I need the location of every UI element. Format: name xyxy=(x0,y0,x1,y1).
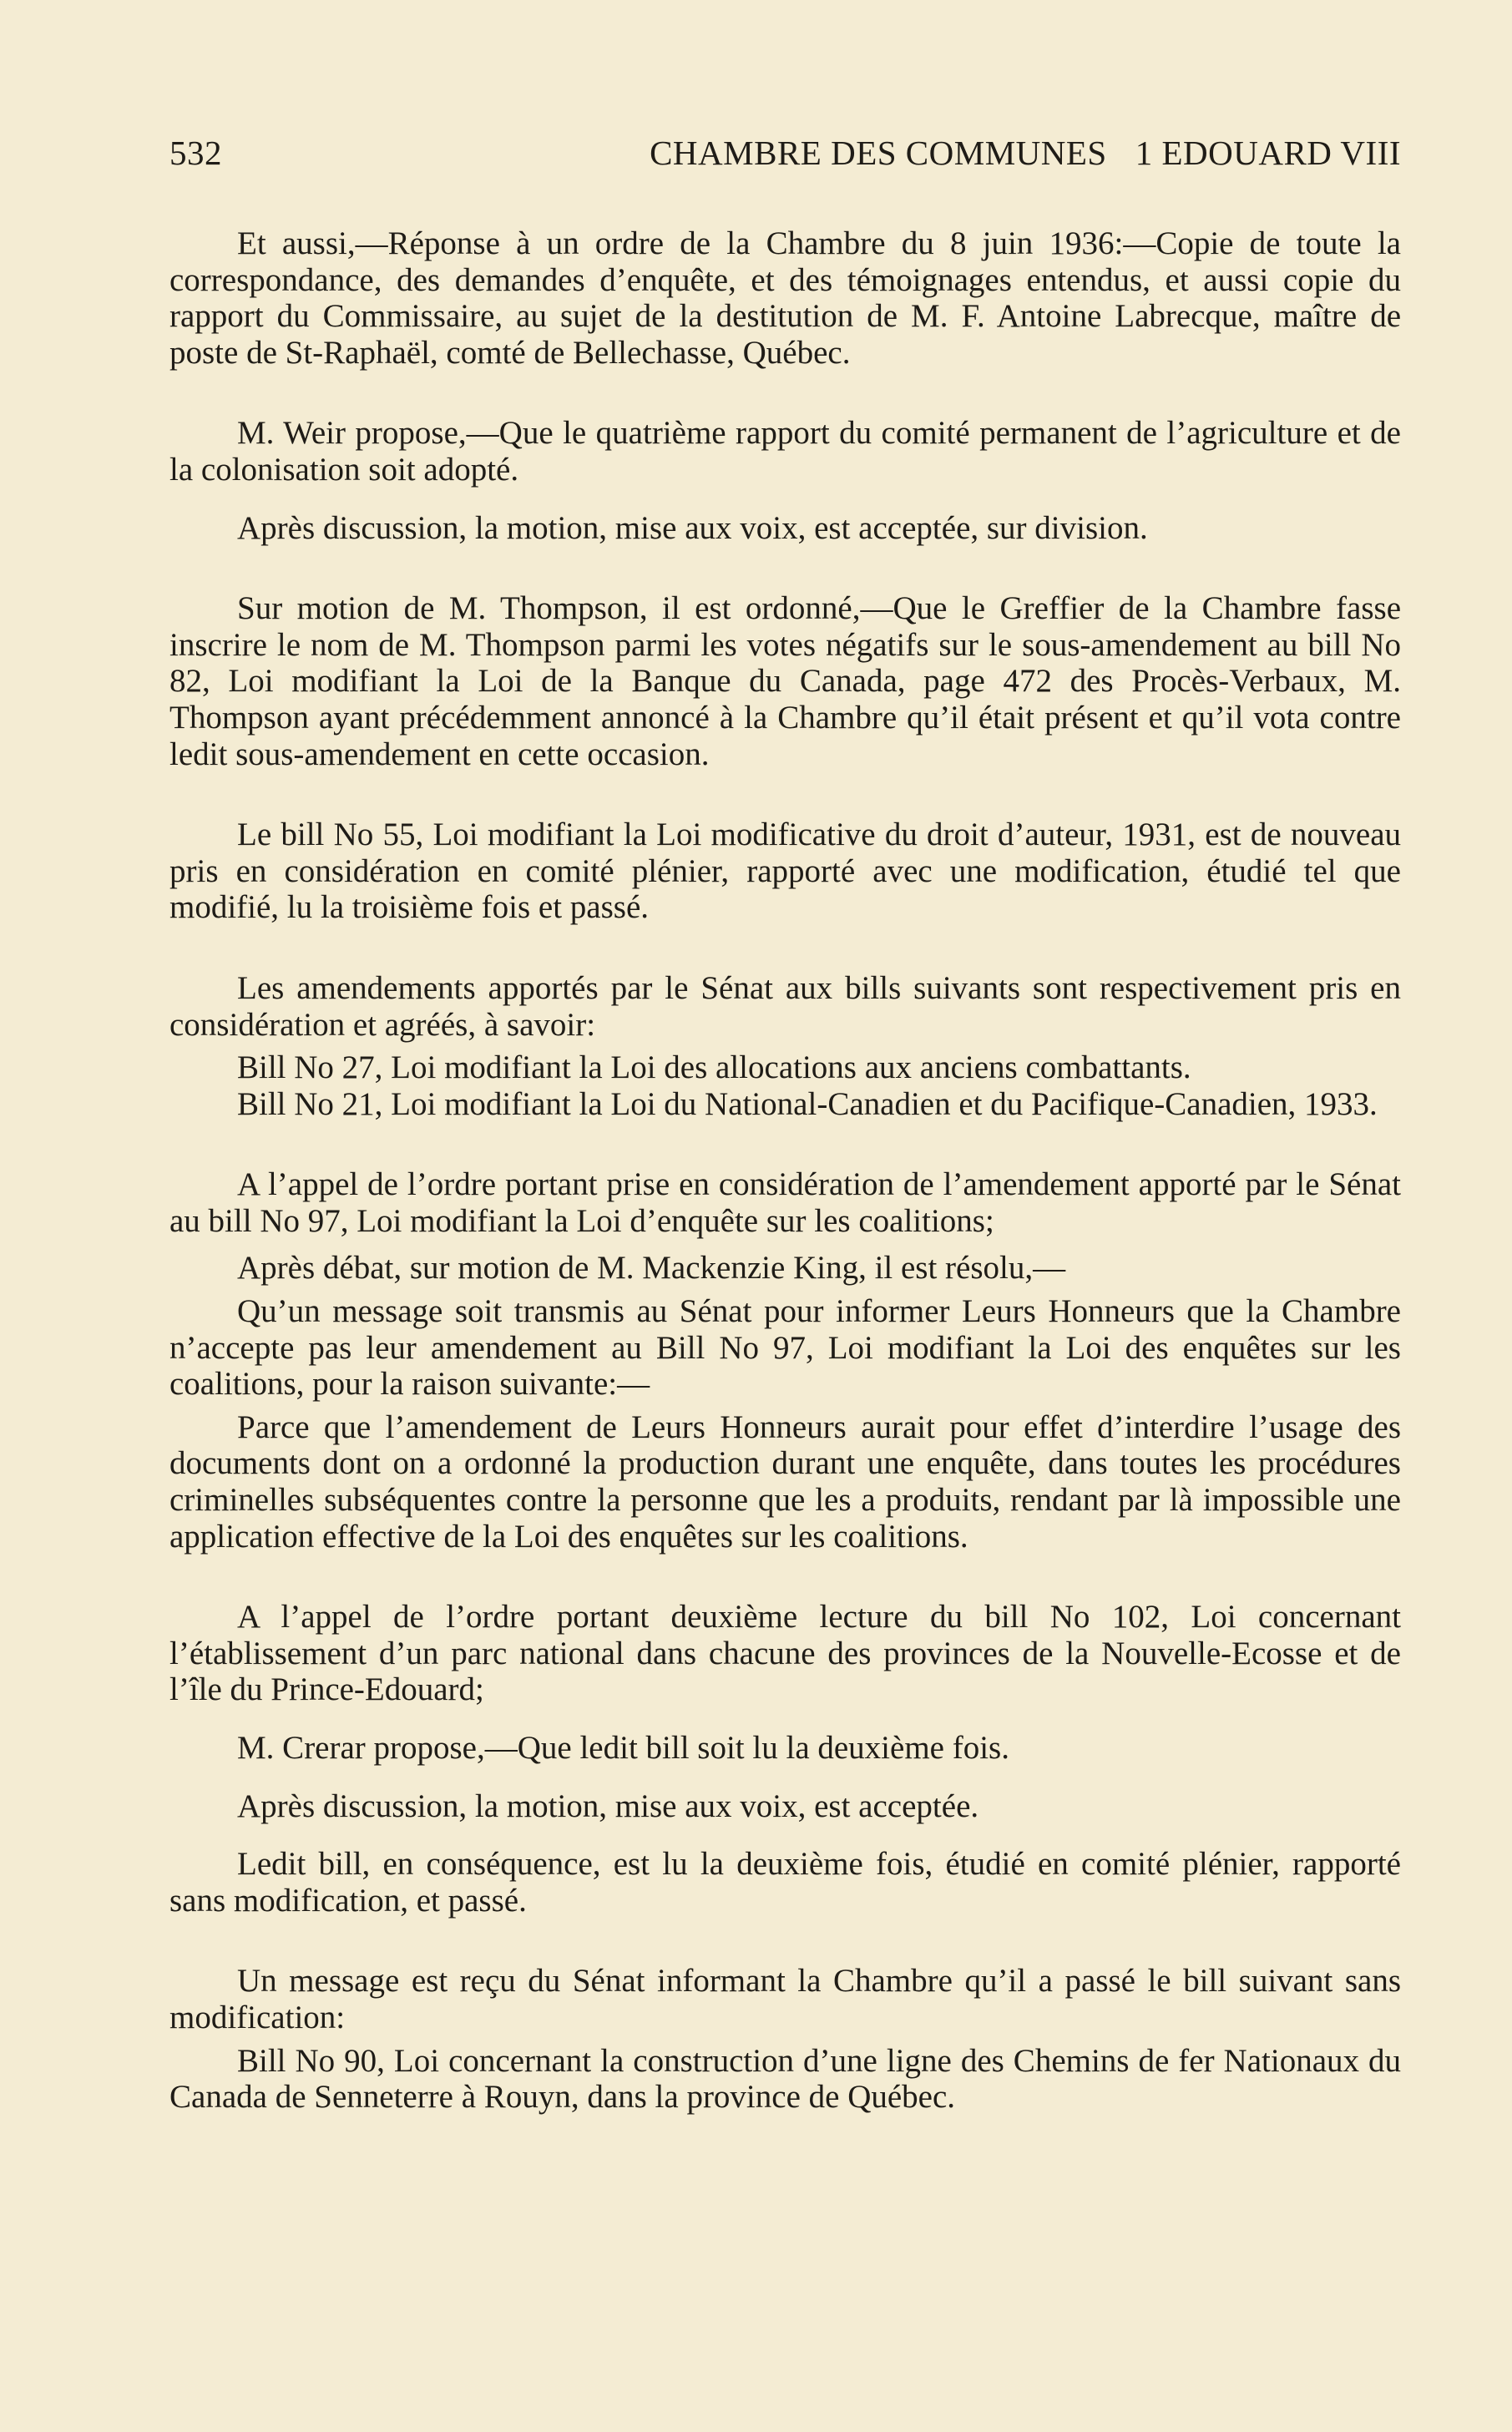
paragraph-weir-result: Après discussion, la motion, mise aux voix, est acceptée, sur division. xyxy=(237,509,1148,546)
paragraph-bill-27: Bill No 27, Loi modifiant la Loi des allocations aux anciens combattants. xyxy=(237,1049,1191,1086)
paragraph-senate-message: Un message est reçu du Sénat informant la Chambre qu’il a passé le bill suivant sans modification: xyxy=(169,1963,1401,2035)
paragraph-message-resolution: Qu’un message soit transmis au Sénat pour informer Leurs Honneurs que la Chambre n’accepte pas leur amendement au Bill No 97, Loi modifiant la Loi des enquêtes sur les coalitions, pour la raison suivante:— xyxy=(169,1293,1401,1403)
paragraph-bill-102-passed: Ledit bill, en conséquence, est lu la deuxième fois, étudié en comité plénier, rapporté sans modification, et passé. xyxy=(169,1846,1401,1919)
paragraph-crerar-motion: M. Crerar propose,—Que ledit bill soit lu la deuxième fois. xyxy=(237,1730,1009,1766)
page-number: 532 xyxy=(169,134,222,172)
paragraph-return-order: Et aussi,—Réponse à un ordre de la Chambre du 8 juin 1936:—Copie de toute la correspondance, des demandes d’enquête, et des témoignages entendus, et aussi copie du rapport du Commissaire, au sujet de la destitution de M. F. Antoine Labrecque, maître de poste de St-Raphaël, comté de Bellechasse, Québec. xyxy=(169,225,1401,371)
paragraph-bill-97-order: A l’appel de l’ordre portant prise en considération de l’amendement apporté par le Sénat au bill No 97, Loi modifiant la Loi d’enquête sur les coalitions; xyxy=(169,1166,1401,1239)
paragraph-crerar-result: Après discussion, la motion, mise aux voix, est acceptée. xyxy=(237,1787,979,1824)
paragraph-mackenzie-king: Après débat, sur motion de M. Mackenzie King, il est résolu,— xyxy=(237,1250,1066,1287)
paragraph-bill-21: Bill No 21, Loi modifiant la Loi du National-Canadien et du Pacifique-Canadien, 1933. xyxy=(237,1085,1378,1122)
paragraph-reason: Parce que l’amendement de Leurs Honneurs aurait pour effet d’interdire l’usage des documents dont on a ordonné la production durant une enquête, dans toutes les procédures criminelles subséquentes contre la personne que les a produits, rendant par là impossible une application effective de la Loi des enquêtes sur les coalitions. xyxy=(169,1408,1401,1555)
chamber-title: CHAMBRE DES COMMUNES xyxy=(650,134,1107,172)
paragraph-bill-102-order: A l’appel de l’ordre portant deuxième lecture du bill No 102, Loi concernant l’établissement d’un parc national dans chacune des provinces de la Nouvelle-Ecosse et de l’île du Prince-Edouard; xyxy=(169,1599,1401,1708)
reign-label: 1 EDOUARD VIII xyxy=(1135,134,1401,172)
running-head xyxy=(650,132,1401,174)
paragraph-thompson-order: Sur motion de M. Thompson, il est ordonné,—Que le Greffier de la Chambre fasse inscrire le nom de M. Thompson parmi les votes négatifs sur le sous-amendement au bill No 82, Loi modifiant la Loi de la Banque du Canada, page 472 des Procès-Verbaux, M. Thompson ayant précédemment annoncé à la Chambre qu’il était présent et qu’il vota contre ledit sous-amendement en cette occasion. xyxy=(169,590,1401,772)
page-body xyxy=(169,225,1401,2116)
paragraph-bill-90: Bill No 90, Loi concernant la construction d’une ligne des Chemins de fer Nationaux du Canada de Senneterre à Rouyn, dans la province de Québec. xyxy=(169,2042,1401,2116)
paragraph-bill-55: Le bill No 55, Loi modifiant la Loi modificative du droit d’auteur, 1931, est de nouveau pris en considération en comité plénier, rapporté avec une modification, étudié tel que modifié, lu la troisième fois et passé. xyxy=(169,817,1401,926)
paragraph-weir-motion: M. Weir propose,—Que le quatrième rapport du comité permanent de l’agriculture et de la colonisation soit adopté. xyxy=(169,415,1401,488)
paragraph-senate-amendments: Les amendements apportés par le Sénat aux bills suivants sont respectivement pris en considération et agréés, à savoir: xyxy=(169,969,1401,1043)
